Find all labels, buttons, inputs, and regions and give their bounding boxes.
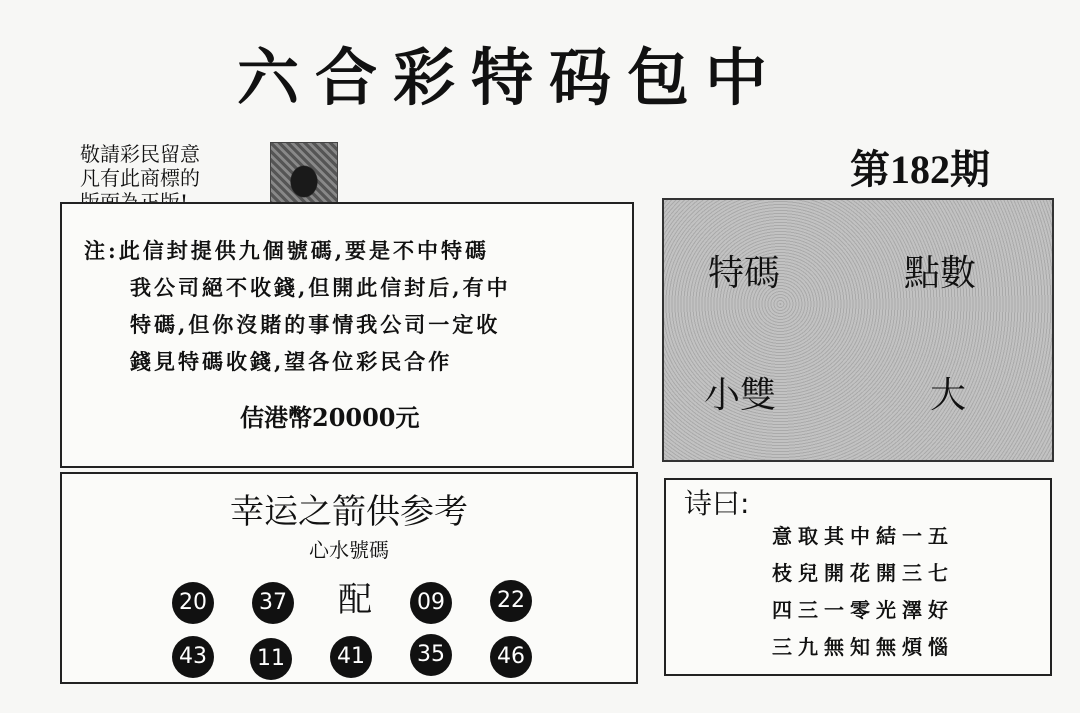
lucky-number-ball: 20 [172,582,214,624]
points-label: 點數 [904,253,977,294]
poem-line: 枝兒開花開三七 [772,561,954,585]
lucky-title: 幸运之箭供参考 [230,492,468,532]
lucky-number-ball: 41 [330,636,372,678]
lucky-subtitle: 心水號碼 [309,538,389,562]
poem-title: 诗曰: [684,487,750,520]
poem-line: 四三一零光澤好 [772,598,954,622]
special-code-label: 特碼 [708,253,781,294]
note-line: 我公司絕不收錢,但開此信封后,有中 [130,275,511,300]
lucky-number-ball: 37 [252,582,294,624]
lucky-number-ball: 11 [250,638,292,680]
poem-text [772,518,1032,666]
notice-line: 凡有此商標的 [80,166,200,190]
lucky-number-ball: 43 [172,636,214,678]
note-line: 特碼,但你沒賭的事情我公司一定收 [130,312,501,337]
pair-label: 配 [338,580,372,620]
special-code-box [662,198,1054,462]
deposit-amount: 佶港幣20000元 [240,403,420,432]
lucky-number-ball: 46 [490,636,532,678]
points-value: 大 [930,375,967,416]
page-title: 六合彩特码包中 [236,41,783,114]
poem-line: 意取其中結一五 [772,524,954,548]
note-line: 錢見特碼收錢,望各位彩民合作 [130,349,453,374]
lucky-number-ball: 35 [410,634,452,676]
lucky-number-ball: 22 [490,580,532,622]
note-line: 注:此信封提供九個號碼,要是不中特碼 [84,238,490,263]
issue-number: 第182期 [850,147,990,192]
note-text [84,232,624,380]
notice-line: 敬請彩民留意 [80,142,200,166]
special-code-value: 小雙 [704,375,777,416]
poem-line: 三九無知無煩惱 [772,635,954,659]
lucky-number-ball: 09 [410,582,452,624]
